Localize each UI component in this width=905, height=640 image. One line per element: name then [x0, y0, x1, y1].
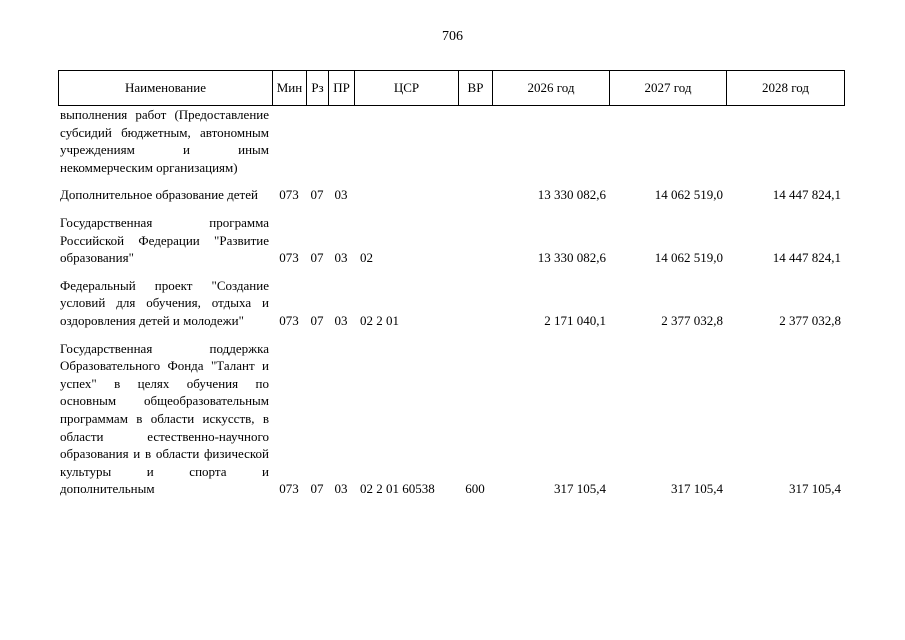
row-csr: 02 2 01 60538 [360, 481, 435, 497]
row-name: Государственная программа Российской Федерации "Развитие образования" [60, 214, 269, 266]
table-row [58, 277, 844, 330]
column-header-csr: ЦСР [355, 71, 459, 106]
row-2027: 14 062 519,0 [654, 187, 723, 203]
row-min: 073 [279, 187, 299, 203]
column-header-rz: Рз [307, 71, 329, 106]
row-spacer [58, 176, 844, 186]
row-name: выполнения работ (Предоставление субсидий бюджетным, автономным учреждениям и иным некоммерческим организациям) [60, 107, 269, 175]
row-2026: 2 171 040,1 [544, 312, 606, 328]
row-2028: 317 105,4 [789, 481, 841, 497]
column-header-2026: 2026 год [493, 71, 610, 106]
row-min: 073 [279, 250, 299, 266]
row-csr: 02 2 01 [360, 312, 399, 328]
column-header-name: Наименование [59, 71, 273, 106]
budget-table [58, 106, 844, 498]
column-header-pr: ПР [329, 71, 355, 106]
column-header-2027: 2027 год [610, 71, 727, 106]
column-header-2028: 2028 год [727, 71, 845, 106]
row-2026: 13 330 082,6 [537, 250, 606, 266]
row-spacer [58, 204, 844, 214]
table-row [58, 106, 844, 176]
row-2028: 14 447 824,1 [772, 187, 841, 203]
table-row [58, 340, 844, 498]
row-rz: 07 [310, 481, 324, 497]
row-vr [458, 106, 492, 176]
row-2028 [726, 106, 844, 176]
row-2027: 317 105,4 [671, 481, 723, 497]
row-pr: 03 [334, 312, 348, 328]
row-2028: 2 377 032,8 [779, 312, 841, 328]
row-pr: 03 [334, 187, 348, 203]
row-csr [354, 106, 458, 176]
row-min: 073 [279, 312, 299, 328]
row-vr [458, 214, 492, 267]
row-2027 [609, 106, 726, 176]
row-2026 [492, 106, 609, 176]
row-rz [306, 106, 328, 176]
row-csr [354, 186, 458, 204]
row-vr [458, 277, 492, 330]
row-rz: 07 [310, 187, 324, 203]
row-name: Дополнительное образование детей [60, 187, 258, 203]
row-vr: 600 [465, 481, 485, 497]
row-2026: 13 330 082,6 [537, 187, 606, 203]
row-2027: 14 062 519,0 [654, 250, 723, 266]
row-pr: 03 [334, 481, 348, 497]
row-csr: 02 [360, 250, 373, 266]
row-2027: 2 377 032,8 [661, 312, 723, 328]
row-rz: 07 [310, 250, 324, 266]
row-min [272, 106, 306, 176]
row-2028: 14 447 824,1 [772, 250, 841, 266]
table-row [58, 186, 844, 204]
page-number: 706 [442, 29, 463, 44]
column-header-vr: ВР [459, 71, 493, 106]
row-vr [458, 186, 492, 204]
table-header [58, 70, 845, 106]
row-spacer [58, 330, 844, 340]
row-pr [328, 106, 354, 176]
row-rz: 07 [310, 312, 324, 328]
row-name: Государственная поддержка Образовательного Фонда "Талант и успех" в целях обучения по основным общеобразовательным программам в области искусств, в области естественно-научного образования и в области физической культуры и спорта и дополнительным [60, 340, 269, 497]
row-name: Федеральный проект "Создание условий для обучения, отдыха и оздоровления детей и молодежи" [60, 277, 269, 328]
row-2026: 317 105,4 [554, 481, 606, 497]
column-header-min: Мин [273, 71, 307, 106]
table-row [58, 214, 844, 267]
row-min: 073 [279, 481, 299, 497]
row-spacer [58, 267, 844, 277]
row-pr: 03 [334, 250, 348, 266]
